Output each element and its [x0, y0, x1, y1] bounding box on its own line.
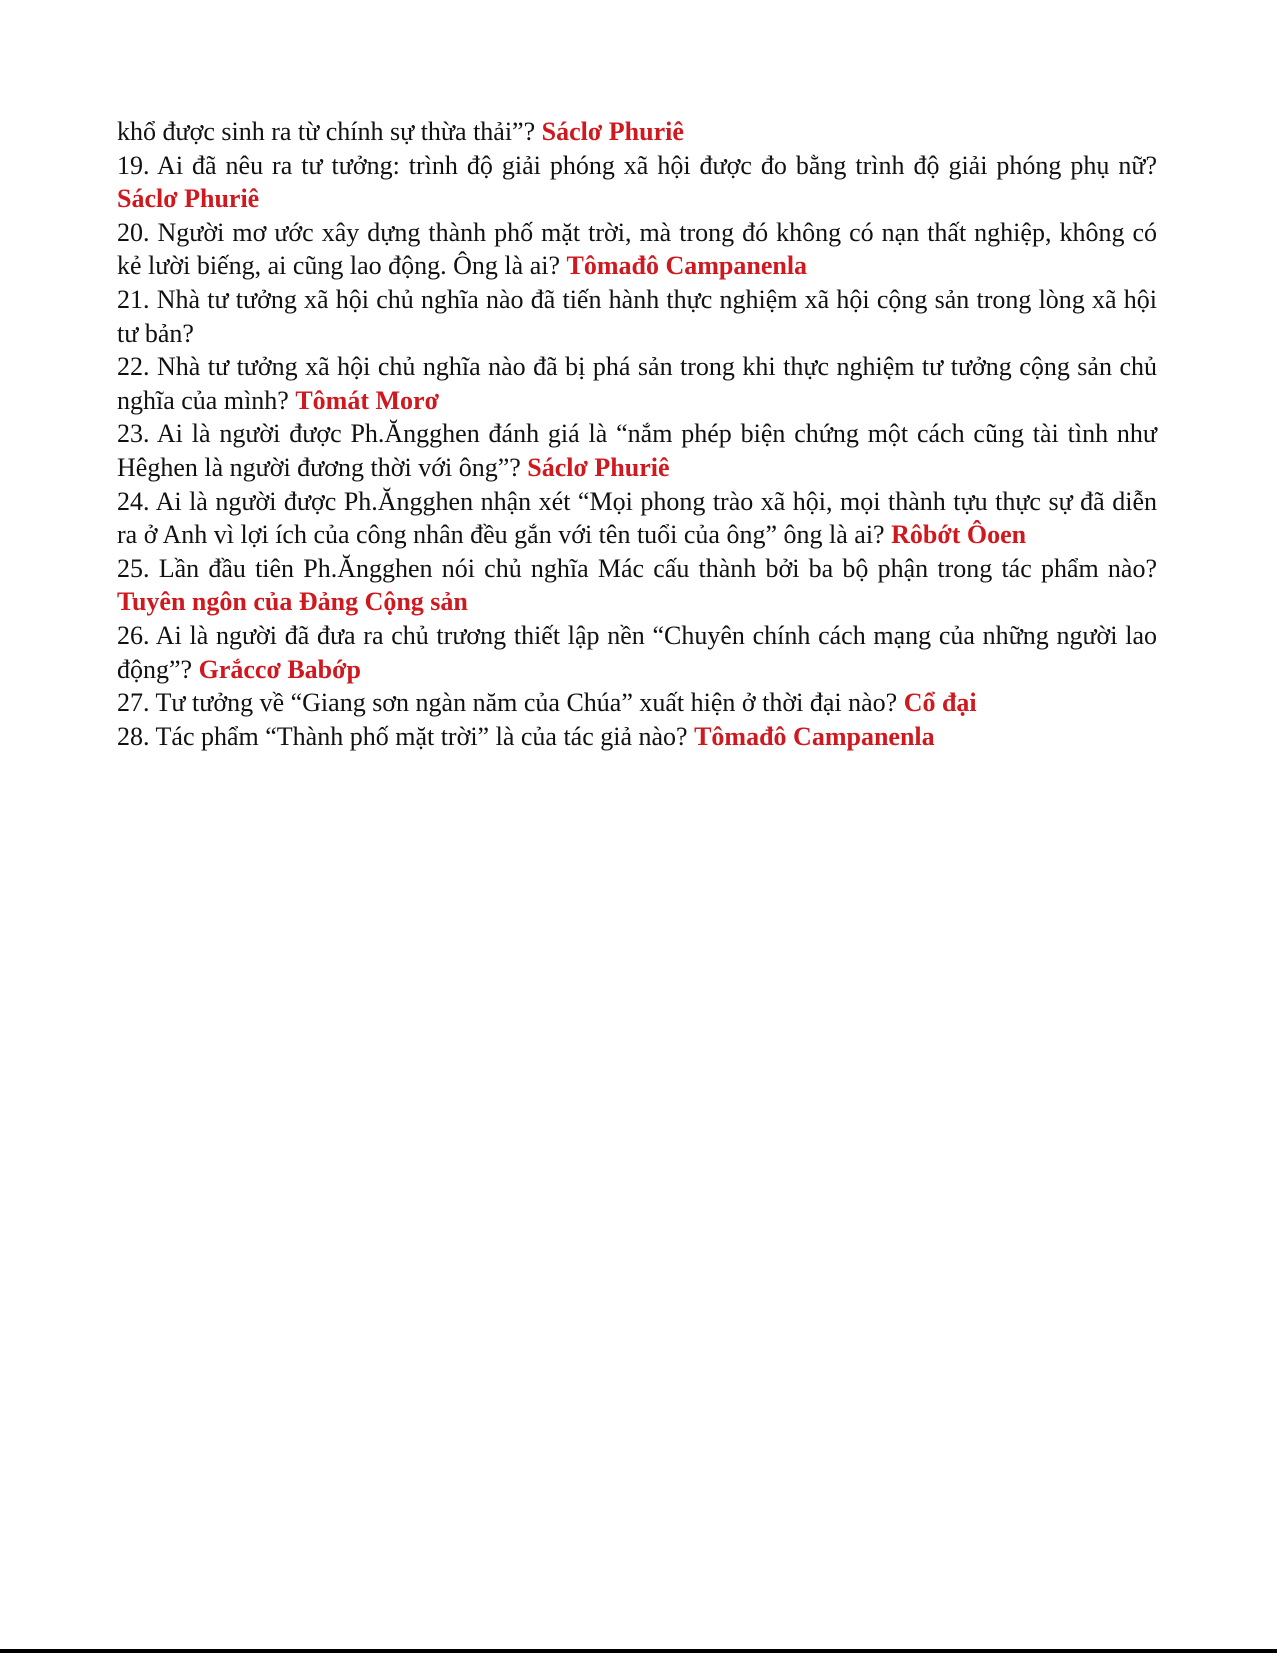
- question-text: 27. Tư tưởng về “Giang sơn ngàn năm của Chúa” xuất hiện ở thời đại nào?: [117, 688, 898, 718]
- question-item: [117, 417, 1157, 484]
- document-body: [117, 115, 1157, 753]
- question-text: khổ được sinh ra từ chính sự thừa thải”?: [117, 117, 536, 146]
- answer-text: Tômađô Campanenla: [694, 721, 935, 751]
- question-text: 24. Ai là người được Ph.Ăngghen nhận xét “Mọi phong trào xã hội, mọi thành tựu thực sự đã diễn ra ở Anh vì lợi ích của công nhân đều gắn với tên tuổi của ông” ông là ai?: [117, 486, 1157, 550]
- question-text: 19. Ai đã nêu ra tư tưởng: trình độ giải phóng xã hội được đo bằng trình độ giải phóng phụ nữ?: [117, 150, 1157, 180]
- answer-text: Rôbớt Ôoen: [891, 520, 1027, 550]
- answer-text: Tômađô Campanenla: [566, 251, 808, 281]
- question-text: 21. Nhà tư tưởng xã hội chủ nghĩa nào đã tiến hành thực nghiệm xã hội cộng sản trong lòng xã hội tư bản?: [117, 284, 1157, 348]
- question-text: 26. Ai là người đã đưa ra chủ trương thiết lập nền “Chuyên chính cách mạng của những người lao động”?: [117, 620, 1157, 684]
- question-item: [117, 115, 1157, 149]
- answer-text: Sáclơ Phuriê: [541, 117, 684, 146]
- answer-text: Grắccơ Babớp: [198, 654, 361, 684]
- question-item: [117, 619, 1157, 686]
- bottom-border: [0, 1649, 1277, 1653]
- question-text: 20. Người mơ ước xây dựng thành phố mặt trời, mà trong đó không có nạn thất nghiệp, không có kẻ lười biếng, ai cũng lao động. Ông là ai?: [117, 217, 1157, 281]
- question-text: 25. Lần đầu tiên Ph.Ăngghen nói chủ nghĩa Mác cấu thành bởi ba bộ phận trong tác phẩm nào?: [117, 553, 1157, 583]
- answer-text: Tuyên ngôn của Đảng Cộng sản: [117, 587, 468, 617]
- answer-text: Cổ đại: [903, 688, 977, 718]
- question-item: [117, 485, 1157, 552]
- question-item: [117, 283, 1157, 350]
- question-item: [117, 686, 1157, 720]
- question-item: [117, 350, 1157, 417]
- question-item: [117, 552, 1157, 619]
- question-item: [117, 216, 1157, 283]
- answer-text: Sáclơ Phuriê: [527, 452, 670, 482]
- question-text: 22. Nhà tư tưởng xã hội chủ nghĩa nào đã bị phá sản trong khi thực nghiệm tư tưởng cộng sản chủ nghĩa của mình?: [117, 352, 1157, 415]
- question-text: 23. Ai là người được Ph.Ăngghen đánh giá là “nắm phép biện chứng một cách cũng tài tình như Hêghen là người đương thời với ông”?: [117, 419, 1157, 482]
- question-item: [117, 720, 1157, 754]
- answer-text: Tômát Morơ: [295, 385, 439, 415]
- question-item: [117, 149, 1157, 216]
- question-text: 28. Tác phẩm “Thành phố mặt trời” là của tác giả nào?: [117, 721, 688, 751]
- answer-text: Sáclơ Phuriê: [117, 184, 260, 214]
